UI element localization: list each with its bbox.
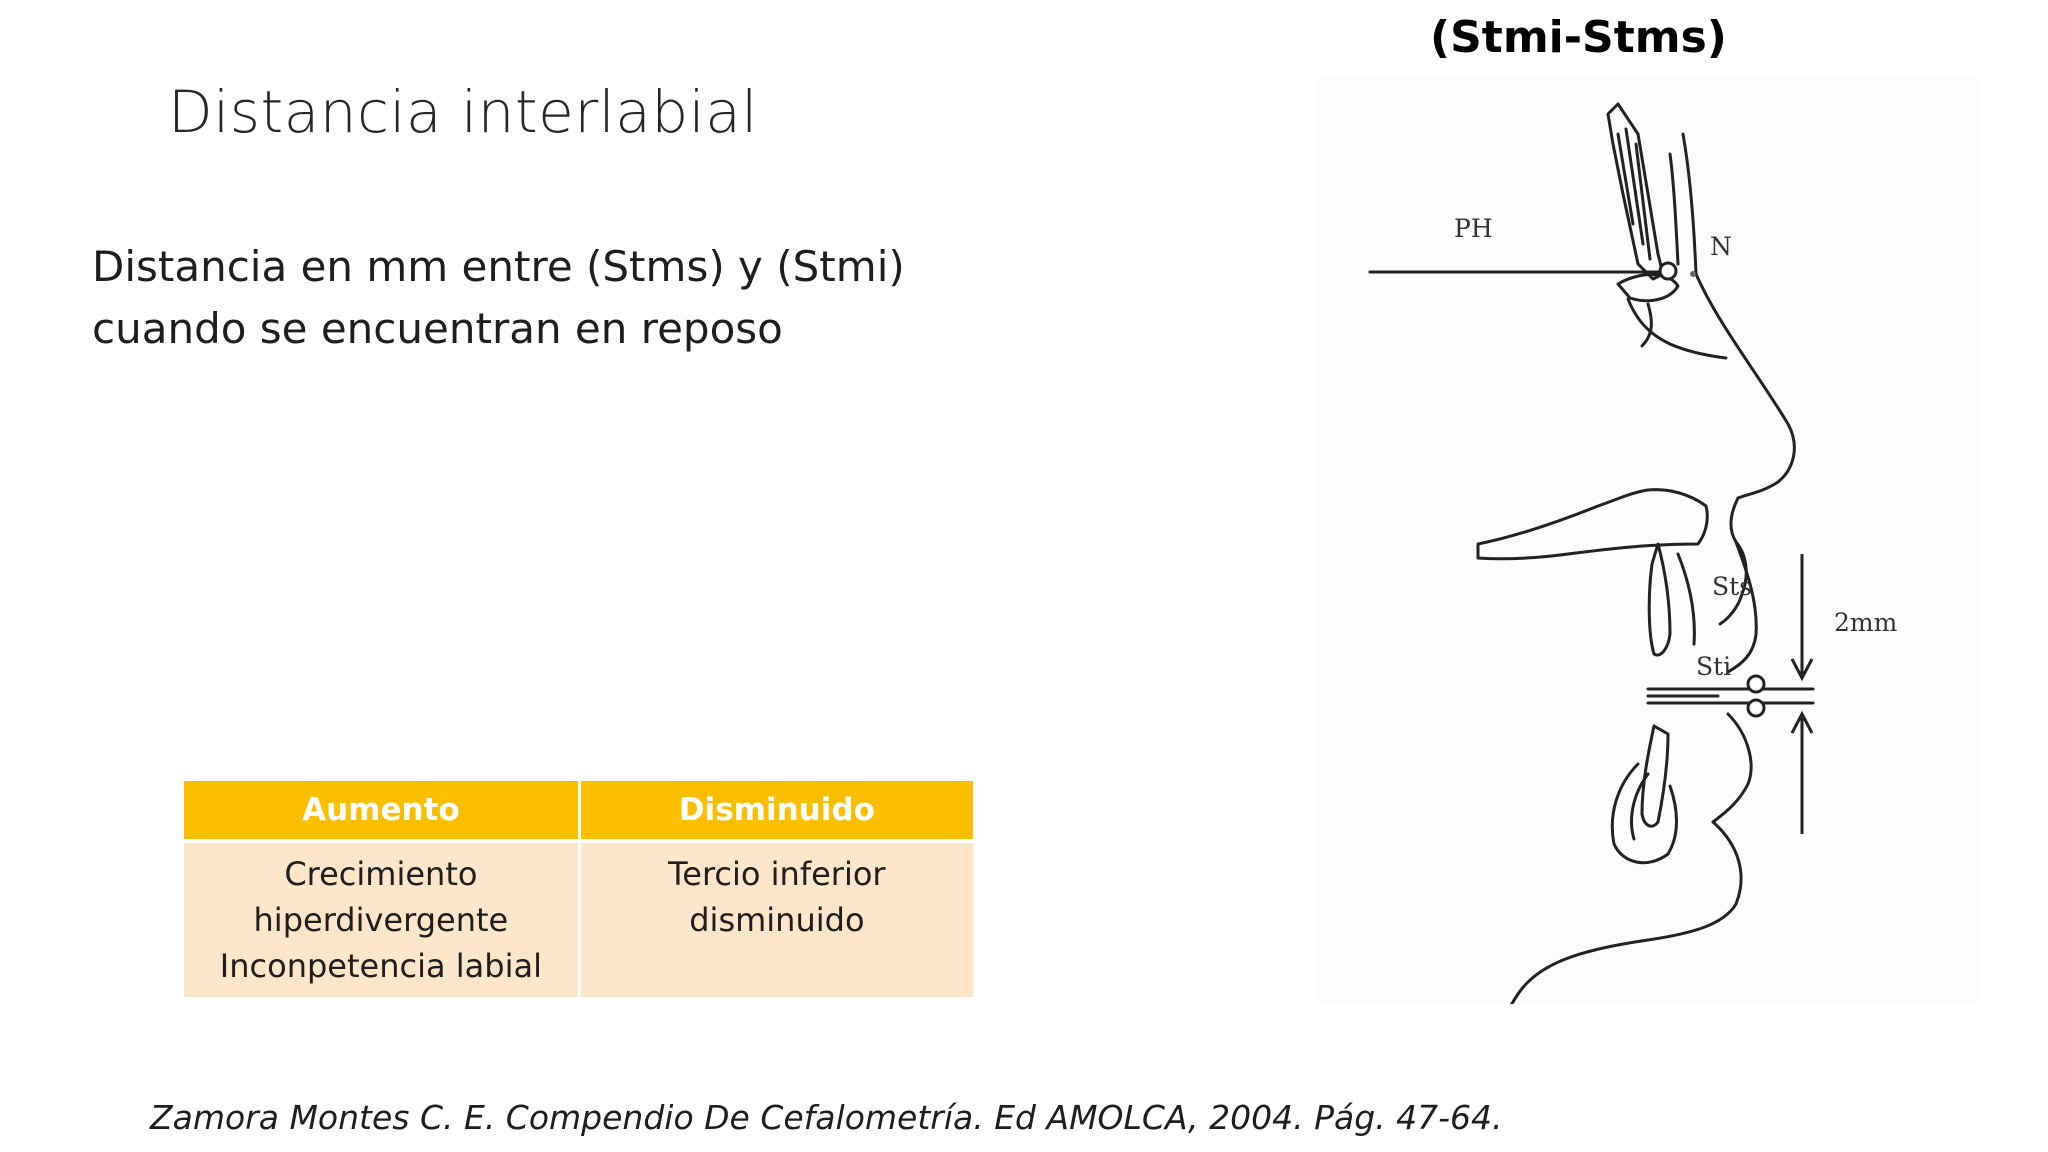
sti-point <box>1748 700 1764 716</box>
cell-line: disminuido <box>689 901 865 939</box>
nasion-dot <box>1690 271 1696 277</box>
nose-profile <box>1696 274 1794 498</box>
neck <box>1502 994 1518 1004</box>
definition-line-1: Distancia en mm entre (Stms) y (Stmi) <box>92 242 905 291</box>
n-label: N <box>1710 232 1732 261</box>
bibliographic-reference: Zamora Montes C. E. Compendio De Cefalometría. Ed AMOLCA, 2004. Pág. 47-64. <box>150 1098 1503 1137</box>
figure-label: (Stmi-Stms) <box>1430 12 1727 63</box>
definition-line-2: cuando se encuentran en reposo <box>92 304 783 353</box>
cell-disminuido <box>579 841 974 997</box>
slide-title: Distancia interlabial <box>168 78 758 146</box>
cell-line: Crecimiento <box>284 855 478 893</box>
facial-profile-drawing <box>1318 74 1978 1004</box>
interpretation-table <box>184 781 976 997</box>
upper-lip <box>1728 542 1756 672</box>
sts-label: Sts <box>1712 572 1753 601</box>
cell-line: Tercio inferior <box>668 855 886 893</box>
zygoma <box>1628 299 1726 358</box>
upper-incisor-root <box>1678 554 1694 644</box>
profile-figure <box>1318 74 1978 1004</box>
nasion-point <box>1660 263 1676 279</box>
frontal-contour <box>1683 134 1696 274</box>
table-row <box>184 841 975 997</box>
cell-line: Inconpetencia labial <box>219 947 542 985</box>
cell-line: hiperdivergente <box>253 901 509 939</box>
header-disminuido: Disminuido <box>579 781 974 841</box>
cell-aumento <box>184 841 579 997</box>
lower-lip <box>1713 714 1751 822</box>
chin-soft <box>1518 822 1741 994</box>
orbit-contour <box>1670 154 1678 264</box>
header-aumento: Aumento <box>184 781 579 841</box>
sti-label: Sti <box>1696 652 1732 681</box>
upper-incisor <box>1649 544 1670 655</box>
definition-text <box>92 236 972 360</box>
palate <box>1478 490 1707 559</box>
ph-label: PH <box>1454 214 1493 243</box>
sts-point <box>1748 676 1764 692</box>
symphysis-inner <box>1632 774 1648 839</box>
measure-label: 2mm <box>1834 608 1898 637</box>
table-header-row <box>184 781 975 841</box>
